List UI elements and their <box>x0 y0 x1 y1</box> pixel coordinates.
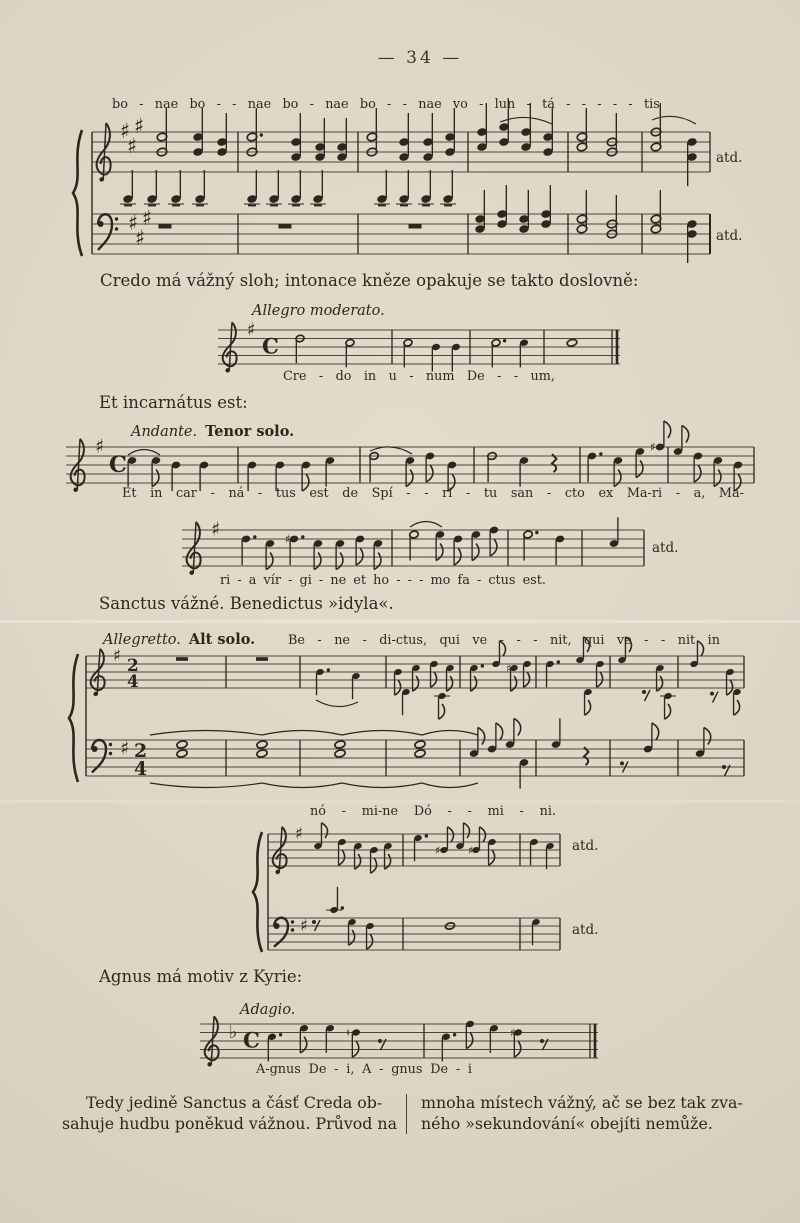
lyrics-benedictus <box>288 633 720 648</box>
etc-label: atd. <box>572 922 599 938</box>
lyric-token: - <box>317 633 322 648</box>
lyric-token: - <box>309 97 314 112</box>
lyric-token: Be <box>288 633 305 648</box>
lyric-token: vo <box>452 97 468 112</box>
lyrics-bonae <box>112 97 660 112</box>
lyric-token: Et <box>122 486 137 501</box>
lyric-token: i, <box>346 1062 355 1077</box>
lyric-token: ctus <box>488 573 516 588</box>
text-line: ného »sekundování« obejíti nemůže. <box>421 1114 713 1133</box>
lyric-token: est. <box>522 573 546 588</box>
svg-text:♯: ♯ <box>128 211 139 236</box>
lyric-token: - <box>341 804 346 819</box>
bass-clef-icon <box>98 214 119 250</box>
lyric-token: ve <box>472 633 488 648</box>
etc-label: atd. <box>716 150 743 166</box>
lyric-token: gnus <box>391 1062 423 1077</box>
svg-text:C: C <box>109 452 127 479</box>
lyric-token: in <box>363 369 377 384</box>
tempo-benedictus <box>103 631 255 648</box>
lyric-token: lun <box>494 97 516 112</box>
lyric-token: ri <box>442 486 453 501</box>
svg-text:4: 4 <box>127 671 139 692</box>
lyrics-nomine <box>310 804 556 819</box>
lyric-token: - <box>237 573 242 588</box>
lyric-token: - <box>407 573 412 588</box>
lyric-token: - <box>566 97 571 112</box>
svg-text:♭: ♭ <box>229 1021 238 1043</box>
lyric-token: Dó <box>413 804 432 819</box>
lyric-token: ri <box>220 573 231 588</box>
paragraph-credo-intro: Credo má vážný sloh; intonace kněze opakuje se takto doslovně: <box>100 271 639 290</box>
paragraph-incarnatus: Et incarnátus est: <box>99 393 248 412</box>
svg-text:♯: ♯ <box>435 844 441 857</box>
column-divider <box>406 1094 407 1134</box>
tempo-agnus <box>240 1002 295 1018</box>
footer-columns <box>62 1092 750 1138</box>
lyric-token: nae <box>154 97 179 112</box>
tempo-credo-label: Allegro moderato. <box>252 303 385 319</box>
lyric-token: - <box>455 1062 461 1077</box>
lyric-token: - <box>675 486 681 501</box>
lyric-token: - <box>257 486 263 501</box>
svg-text:♯: ♯ <box>468 844 474 857</box>
lyric-token: di-ctus, <box>379 633 428 648</box>
lyric-token: - <box>387 97 392 112</box>
tempo-incarnatus <box>131 423 294 440</box>
lyric-token: - <box>396 573 401 588</box>
lyric-token: ve <box>616 633 632 648</box>
tempo-incarnatus-label: Andante. <box>131 424 198 440</box>
lyric-token: - <box>406 486 411 501</box>
svg-text:♯: ♯ <box>300 914 309 935</box>
lyric-token: do <box>335 369 352 384</box>
lyric-token: - <box>419 573 424 588</box>
lyric-token: - <box>479 97 484 112</box>
lyric-token: nit <box>677 633 696 648</box>
tempo-credo <box>252 303 385 319</box>
svg-text:♯: ♯ <box>135 226 146 251</box>
lyric-token: mo <box>430 573 451 588</box>
svg-text:♯: ♯ <box>127 134 138 159</box>
lyric-token: ho <box>373 573 390 588</box>
lyric-token: Cre <box>283 369 307 384</box>
lyric-token: bo <box>112 97 128 112</box>
lyric-token: - <box>424 486 429 501</box>
lyric-token: - <box>546 486 552 501</box>
lyric-token: um, <box>530 369 555 384</box>
lyric-token: - <box>402 97 407 112</box>
lyrics-credo <box>283 369 555 384</box>
svg-text:4: 4 <box>134 758 148 781</box>
lyric-token: Ma-ri <box>626 486 663 501</box>
lyric-token: nae <box>325 97 349 112</box>
lyric-token: qui <box>439 633 460 648</box>
lyric-token: a, <box>693 486 706 501</box>
lyric-token: - <box>612 97 618 112</box>
lyric-token: san <box>510 486 534 501</box>
music-system-1 <box>73 98 710 263</box>
lyric-token: et <box>353 573 367 588</box>
lyric-token: ne <box>330 573 347 588</box>
lyric-token: ná <box>228 486 245 501</box>
svg-text:♯: ♯ <box>211 518 221 541</box>
lyric-token: de <box>342 486 359 501</box>
lyric-token: - <box>409 369 414 384</box>
svg-text:♯: ♯ <box>120 737 130 760</box>
lyric-token: nó <box>310 804 326 819</box>
lyric-token: - <box>232 97 237 112</box>
lyric-token: mi-ne <box>361 804 399 819</box>
svg-text:♯: ♯ <box>120 119 131 144</box>
lyric-token: mi <box>487 804 504 819</box>
lyric-token: i <box>467 1062 472 1077</box>
lyric-token: - <box>216 97 221 112</box>
lyric-token: gi <box>299 573 312 588</box>
lyric-token: - <box>447 804 452 819</box>
lyric-token: - <box>516 633 521 648</box>
lyric-token: A-gnus <box>256 1062 301 1077</box>
voice-incarnatus-label: Tenor solo. <box>205 423 295 440</box>
svg-text:C: C <box>262 334 279 360</box>
lyric-token: vír <box>263 573 281 588</box>
lyric-token: - <box>499 633 504 648</box>
lyric-token: qui <box>583 633 605 648</box>
text-line: mnoha místech vážný, ač se bez tak zva- <box>421 1093 743 1112</box>
tempo-agnus-label: Adagio. <box>240 1002 296 1018</box>
lyric-token: - <box>379 1062 384 1077</box>
music-system-agnus <box>200 1016 598 1066</box>
lyrics-incarnatus-1 <box>122 486 744 501</box>
lyric-token: - <box>628 97 633 112</box>
lyric-token: - <box>288 573 293 588</box>
lyric-token: tu <box>483 486 498 501</box>
lyric-token: ne <box>334 633 351 648</box>
svg-text:♯: ♯ <box>113 644 122 665</box>
svg-text:♮: ♮ <box>346 1026 350 1040</box>
page-number: — 34 — <box>377 48 463 68</box>
lyric-token: - <box>318 369 324 384</box>
svg-text:♯: ♯ <box>506 662 512 675</box>
lyric-token: - <box>465 486 471 501</box>
lyric-token: - <box>513 369 519 384</box>
lyric-token: tis <box>644 97 660 112</box>
lyric-token: ex <box>598 486 614 501</box>
lyric-token: nae <box>418 97 442 112</box>
paragraph-agnus: Agnus má motiv z Kyrie: <box>99 967 303 986</box>
music-system-credo <box>218 319 620 372</box>
lyric-token: Spí <box>371 486 393 501</box>
lyric-token: bo <box>282 97 299 112</box>
lyric-token: - <box>581 97 587 112</box>
svg-text:2: 2 <box>127 655 139 676</box>
lyric-token: num <box>425 369 455 384</box>
svg-text:♯: ♯ <box>285 532 291 546</box>
footer-right-column <box>421 1092 750 1138</box>
etc-label: atd. <box>716 228 743 244</box>
lyric-token: - <box>334 1062 339 1077</box>
lyric-token: ni. <box>539 804 556 819</box>
lyric-token: - <box>318 573 324 588</box>
footer-left-column <box>62 1092 398 1138</box>
lyric-token: De <box>308 1062 327 1077</box>
lyric-token: - <box>210 486 215 501</box>
music-system-benedictus <box>69 637 744 789</box>
svg-text:♯: ♯ <box>95 435 105 458</box>
lyric-token: - <box>497 369 502 384</box>
etc-label: atd. <box>652 540 679 556</box>
lyric-token: a <box>248 573 257 588</box>
lyric-token: tá <box>542 97 555 112</box>
music-system-incarnatus-2 <box>182 517 644 575</box>
lyric-token: Ma- <box>718 486 744 501</box>
lyric-token: - <box>533 633 538 648</box>
lyric-token: cto <box>564 486 585 501</box>
lyric-token: in <box>150 486 163 501</box>
lyric-token: - <box>597 97 602 112</box>
lyric-token: in <box>707 633 720 648</box>
lyric-token: tus <box>275 486 296 501</box>
lyric-token: est <box>309 486 329 501</box>
lyric-token: u <box>388 369 397 384</box>
etc-label: atd. <box>572 838 599 854</box>
paragraph-sanctus: Sanctus vážné. Benedictus »idyla«. <box>99 594 394 613</box>
lyric-token: - <box>526 97 531 112</box>
text-line: sahuje hudbu poněkud vážnou. Průvod na <box>62 1114 398 1133</box>
svg-text:♯: ♯ <box>142 206 153 231</box>
svg-text:♯: ♯ <box>650 440 656 454</box>
lyrics-incarnatus-2 <box>220 573 546 588</box>
text-line: Tedy jedině Sanctus a čásť Creda ob- <box>86 1093 383 1112</box>
lyric-token: - <box>660 633 666 648</box>
lyrics-agnus <box>256 1062 472 1077</box>
svg-text:2: 2 <box>134 740 148 763</box>
bass-clef-icon <box>92 740 113 772</box>
lyric-token: - <box>644 633 649 648</box>
svg-text:♯: ♯ <box>295 822 304 843</box>
svg-text:♯: ♯ <box>510 1026 516 1040</box>
lyric-token: - <box>519 804 524 819</box>
voice-benedictus-label: Alt solo. <box>188 631 256 648</box>
svg-text:C: C <box>243 1028 260 1054</box>
lyric-token: De <box>430 1062 449 1077</box>
lyric-token: - <box>362 633 367 648</box>
svg-text:♯: ♯ <box>247 319 256 341</box>
lyric-token: bo <box>189 97 206 112</box>
svg-text:♯: ♯ <box>134 114 145 139</box>
tempo-benedictus-label: Allegretto. <box>103 632 181 648</box>
lyric-token: - <box>476 573 482 588</box>
lyric-token: car <box>176 486 197 501</box>
lyric-token: nit, <box>549 633 572 648</box>
lyric-token: A <box>362 1062 372 1077</box>
lyric-token: - <box>139 97 144 112</box>
lyric-token: nae <box>247 97 272 112</box>
lyric-token: bo <box>359 97 376 112</box>
music-system-nomine <box>253 823 560 952</box>
lyric-token: fa <box>457 573 470 588</box>
lyric-token: De <box>466 369 485 384</box>
lyric-token: - <box>467 804 472 819</box>
